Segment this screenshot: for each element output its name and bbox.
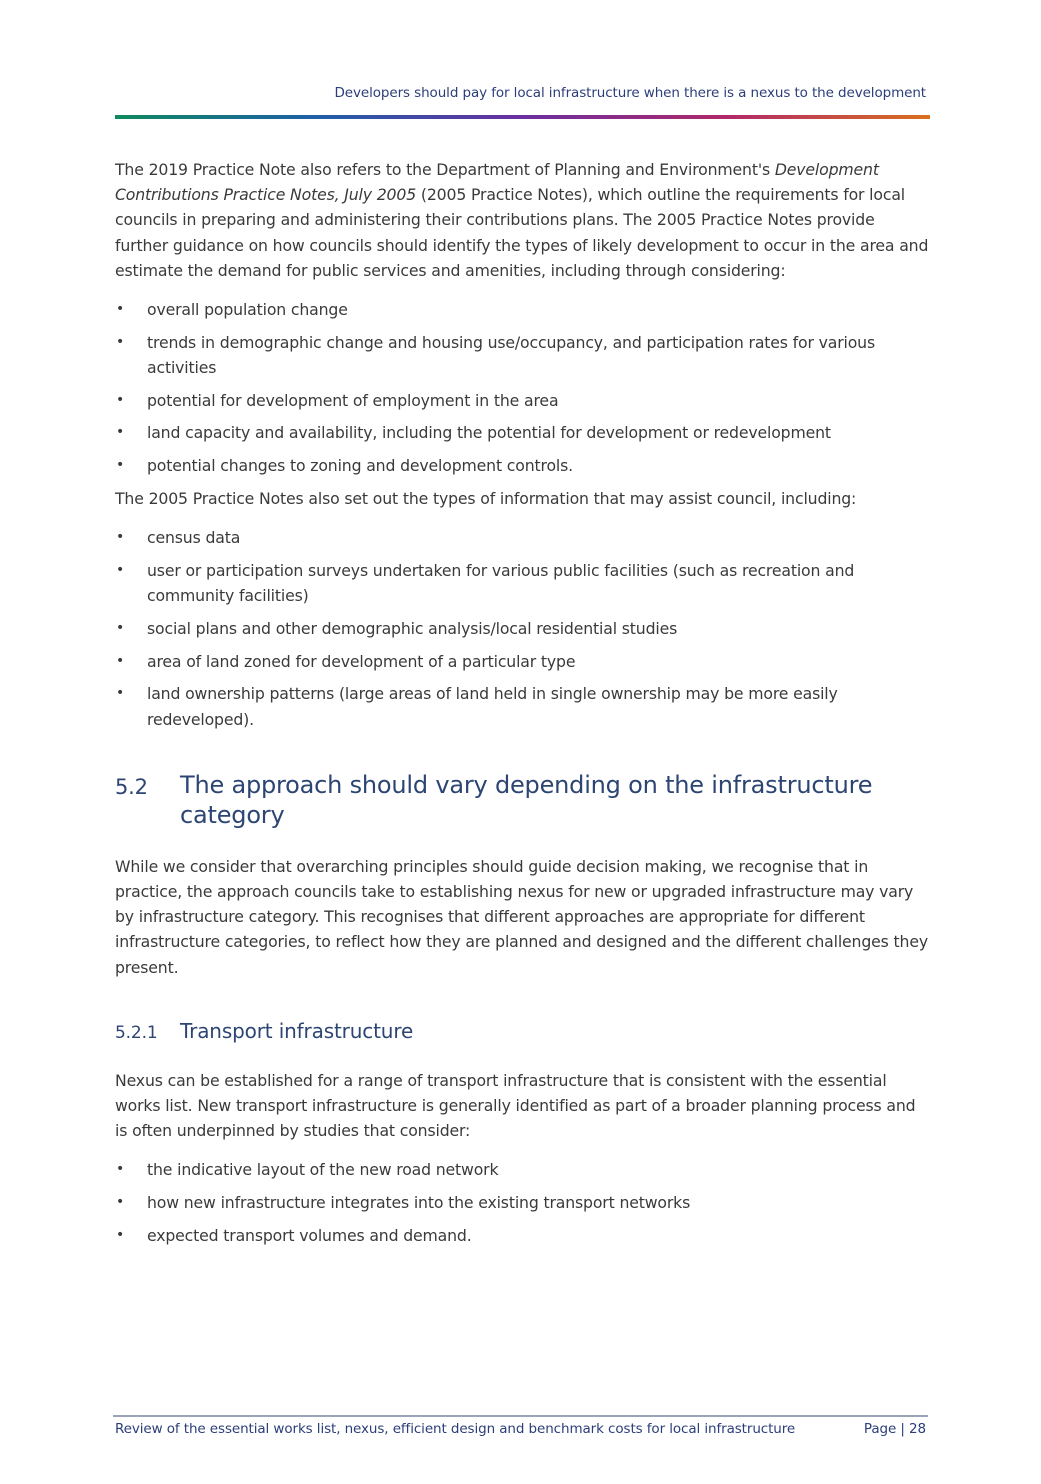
bullet-icon: • — [116, 685, 125, 702]
list-item: • land capacity and availability, including the potential for development or redevelopment — [115, 420, 930, 445]
bullet-icon: • — [116, 1226, 125, 1243]
bullet-icon: • — [116, 457, 125, 474]
page-footer — [115, 1421, 926, 1437]
subsection-heading-5-2-1 — [115, 1018, 930, 1046]
transport-paragraph: Nexus can be established for a range of transport infrastructure that is consistent with the essential works list. New transport infrastructure is generally identified as part of a broader planning process and is often underpinned by studies that consider: — [115, 1070, 916, 1141]
page-number: Page | 28 — [863, 1421, 926, 1437]
running-header: Developers should pay for local infrastructure when there is a nexus to the development — [334, 85, 926, 101]
bullet-icon: • — [116, 301, 125, 318]
list-item: • potential for development of employment in the area — [115, 388, 930, 413]
section-5-2-paragraph: While we consider that overarching principles should guide decision making, we recognise that in practice, the approach councils take to establishing nexus for new or upgraded infrastructure may vary by infrastructure category. This recognises that different approaches are appropriate for different infrastructure categories, to reflect how they are planned and designed and the different challenges they present. — [115, 856, 928, 977]
subsection-title: Transport infrastructure — [180, 1018, 414, 1043]
bullet-icon: • — [116, 562, 125, 579]
list-item: • area of land zoned for development of a particular type — [115, 649, 930, 674]
bullet-icon: • — [116, 620, 125, 637]
section-number: 5.2 — [115, 774, 148, 799]
intro-text-start: The 2019 Practice Note also refers to the Department of Planning and Environment's — [115, 160, 775, 179]
list-item: • census data — [115, 525, 930, 550]
intro-text-end: (2005 Practice Notes), which outline the requirements for local councils in preparing and administering their contributions plans. The 2005 Practice Notes provide further guidance on how councils should identify the types of likely development to occur in the area and estimate the demand for public services and amenities, including through considering: — [115, 185, 929, 280]
footer-rule — [113, 1415, 928, 1417]
section-heading-5-2 — [115, 770, 930, 830]
list-item: • the indicative layout of the new road network — [115, 1157, 930, 1182]
list-item: • trends in demographic change and housing use/occupancy, and participation rates for various activities — [115, 330, 930, 380]
transport-studies-list — [115, 1157, 930, 1248]
bullet-icon: • — [116, 391, 125, 408]
list-item: • social plans and other demographic analysis/local residential studies — [115, 616, 930, 641]
intro-paragraph — [115, 157, 930, 283]
information-list — [115, 525, 930, 731]
list-item: • how new infrastructure integrates into the existing transport networks — [115, 1190, 930, 1215]
considerations-list — [115, 297, 930, 478]
header-gradient-rule — [115, 115, 930, 119]
list-item: • user or participation surveys undertaken for various public facilities (such as recreation and community facilities) — [115, 558, 930, 608]
bullet-icon: • — [116, 652, 125, 669]
section-title: The approach should vary depending on the infrastructure category — [180, 770, 873, 829]
bullet-icon: • — [116, 424, 125, 441]
footer-document-title: Review of the essential works list, nexus, efficient design and benchmark costs for local infrastructure — [115, 1421, 796, 1437]
list-item: • potential changes to zoning and development controls. — [115, 453, 930, 478]
bullet-icon: • — [116, 1194, 125, 1211]
list-item: • expected transport volumes and demand. — [115, 1223, 930, 1248]
bullet-icon: • — [116, 333, 125, 350]
list-item: • land ownership patterns (large areas of land held in single ownership may be more easily redeveloped). — [115, 681, 930, 731]
information-paragraph: The 2005 Practice Notes also set out the types of information that may assist council, including: — [115, 489, 857, 509]
list-item: • overall population change — [115, 297, 930, 322]
subsection-number: 5.2.1 — [115, 1022, 158, 1043]
intro-citation: Development Contributions Practice Notes, July 2005 — [115, 160, 879, 205]
page-content — [115, 157, 930, 1256]
bullet-icon: • — [116, 529, 125, 546]
bullet-icon: • — [116, 1161, 125, 1178]
